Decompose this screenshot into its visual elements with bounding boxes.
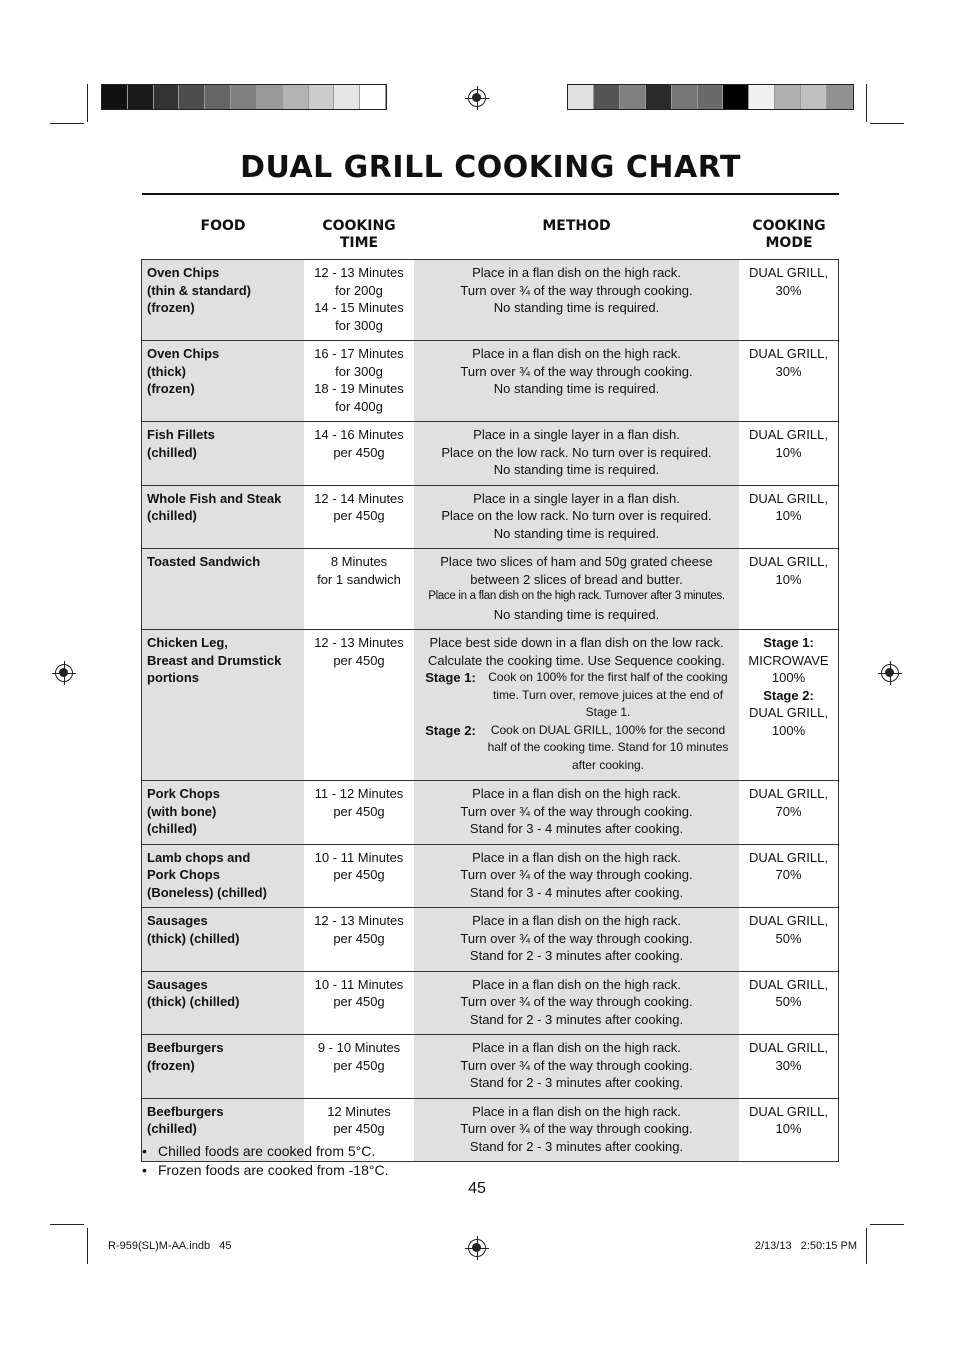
food-cell: Toasted Sandwich [147,554,261,569]
time-cell: 14 - 16 Minutes per 450g [314,427,404,460]
header-mode: COOKING MODE [752,218,826,251]
color-swatch [128,85,154,109]
method-cell-small: Place in a flan dish on the high rack. Turnover after 3 minutes. [428,590,725,602]
color-calibration-bar-right [567,84,854,110]
mode-cell: DUAL GRILL, 10% [749,554,828,587]
method-cell: Place in a flan dish on the high rack. Turn over ¾ of the way through cooking. Stand for 3 - 4 minutes after cooking. [460,786,693,836]
method-cell-end: No standing time is required. [493,606,660,622]
table-row [142,781,839,845]
method-cell: Place in a flan dish on the high rack. Turn over ¾ of the way through cooking. Stand for 2 - 3 minutes after cooking. [460,913,693,963]
registration-mark-icon [55,664,73,682]
header-time: COOKING TIME [322,218,396,251]
table-row [142,630,839,781]
food-cell: Sausages (thick) (chilled) [147,913,240,946]
method-cell: Place two slices of ham and 50g grated cheese between 2 slices of bread and butter. [440,554,713,587]
stage2-label: Stage 2: [425,722,476,738]
color-swatch [749,85,775,109]
mode-stage2-label: Stage 2: [763,687,814,703]
mode-cell: DUAL GRILL, 30% [749,346,828,379]
time-cell: 10 - 11 Minutes per 450g [314,976,404,1009]
time-cell: 8 Minutes for 1 sandwich [317,554,401,587]
food-cell: Fish Fillets (chilled) [147,427,215,460]
food-cell: Oven Chips (thick) (frozen) [147,346,220,396]
food-cell: Whole Fish and Steak (chilled) [147,490,282,523]
header-method: METHOD [542,218,611,234]
time-cell: 10 - 11 Minutes per 450g [314,849,404,882]
table-row [142,971,839,1035]
color-swatch [283,85,309,109]
color-swatch [594,85,620,109]
mode-stage1-label: Stage 1: [763,635,814,650]
method-cell: Place in a single layer in a flan dish. Place on the low rack. No turn over is required. No standing time is required. [441,427,712,477]
crop-mark [866,1228,867,1264]
crop-mark [866,84,867,122]
color-swatch [334,85,360,109]
table-row [142,341,839,422]
crop-mark [87,84,88,122]
color-swatch [102,85,128,109]
crop-mark [870,1224,904,1225]
color-swatch [154,85,180,109]
footer-timestamp: 2/13/13 2:50:15 PM [754,1240,857,1252]
food-cell: Beefburgers (chilled) [147,1103,224,1136]
table-row [142,1035,839,1099]
mode-cell: DUAL GRILL, 50% [749,913,828,946]
table-row [142,485,839,549]
mode-stage2: DUAL GRILL, 100% [749,705,828,738]
method-cell: Place in a flan dish on the high rack. Turn over ¾ of the way through cooking. Stand for 2 - 3 minutes after cooking. [460,1040,693,1090]
mode-cell: DUAL GRILL, 70% [749,786,828,819]
method-cell: Place in a single layer in a flan dish. Place on the low rack. No turn over is required. No standing time is required. [441,490,712,541]
crop-mark [870,123,904,124]
method-cell: Place in a flan dish on the high rack. Turn over ¾ of the way through cooking. Stand for 2 - 3 minutes after cooking. [460,976,693,1027]
cooking-chart-table [141,259,839,1162]
mode-stage1: MICROWAVE 100% [748,652,829,685]
time-cell: 11 - 12 Minutes per 450g [314,786,404,819]
footnotes [142,1142,388,1180]
method-cell: Place in a flan dish on the high rack. Turn over ¾ of the way through cooking. No standing time is required. [460,346,693,396]
time-cell: 12 - 13 Minutes for 200g 14 - 15 Minutes for 300g [314,265,404,333]
stage1-label: Stage 1: [425,670,476,685]
mode-cell: DUAL GRILL, 10% [749,427,828,460]
stage2-text: Cook on DUAL GRILL, 100% for the second half of the cooking time. Stand for 10 minutes after cooking. [487,722,729,772]
title-rule [142,193,839,195]
food-cell: Oven Chips (thin & standard) (frozen) [147,265,251,315]
mode-cell: DUAL GRILL, 10% [749,1103,828,1136]
color-swatch [723,85,749,109]
color-swatch [231,85,257,109]
table-header [142,218,839,256]
stage1-text: Cook on 100% for the first half of the cooking time. Turn over, remove juices at the end of Stage 1. [488,670,728,719]
color-swatch [698,85,724,109]
registration-mark-icon [468,89,486,107]
color-swatch [672,85,698,109]
mode-cell: DUAL GRILL, 30% [749,265,828,298]
footer-file-info: R-959(SL)M-AA.indb 45 [108,1240,232,1252]
time-cell: 9 - 10 Minutes per 450g [317,1040,401,1073]
color-swatch [801,85,827,109]
mode-cell: DUAL GRILL, 50% [749,976,828,1009]
food-cell: Beefburgers (frozen) [147,1040,224,1073]
page-title: DUAL GRILL COOKING CHART [240,150,741,185]
time-cell: 12 - 13 Minutes per 450g [314,913,404,946]
table-row [142,422,839,486]
time-cell: 16 - 17 Minutes for 300g 18 - 19 Minutes for 400g [314,346,404,414]
header-food: FOOD [200,218,246,234]
food-cell: Pork Chops (with bone) (chilled) [147,786,220,836]
table-row [142,549,839,630]
food-cell: Lamb chops and Pork Chops (Boneless) (chilled) [147,849,267,900]
table-row [142,260,839,341]
time-cell: 12 - 13 Minutes per 450g [314,635,404,668]
color-swatch [620,85,646,109]
color-calibration-bar-left [101,84,387,110]
color-swatch [205,85,231,109]
method-cell: Place in a flan dish on the high rack. Turn over ¾ of the way through cooking. Stand for 3 - 4 minutes after cooking. [460,849,693,900]
table-row [142,844,839,908]
time-cell: 12 - 14 Minutes per 450g [314,490,404,523]
method-intro: Place best side down in a flan dish on the low rack. Calculate the cooking time. Use Sequence cooking. [427,635,725,668]
registration-mark-icon [468,1239,486,1257]
color-swatch [360,85,386,109]
footnote-chilled: • Chilled foods are cooked from 5°C. [142,1142,388,1161]
color-swatch [827,85,853,109]
page-number: 45 [468,1180,486,1197]
color-swatch [568,85,594,109]
color-swatch [179,85,205,109]
color-swatch [646,85,672,109]
crop-mark [87,1228,88,1264]
table-row [142,908,839,972]
crop-mark [50,123,84,124]
color-swatch [309,85,335,109]
mode-cell: DUAL GRILL, 70% [749,849,828,882]
time-cell: 12 Minutes per 450g [327,1103,391,1136]
method-cell: Place in a flan dish on the high rack. Turn over ¾ of the way through cooking. No standing time is required. [460,265,693,315]
color-swatch [775,85,801,109]
footnote-frozen: • Frozen foods are cooked from -18°C. [142,1161,388,1180]
color-swatch [257,85,283,109]
method-cell: Place in a flan dish on the high rack. Turn over ¾ of the way through cooking. Stand for 2 - 3 minutes after cooking. [460,1103,693,1154]
registration-mark-icon [881,664,899,682]
mode-cell: DUAL GRILL, 30% [749,1040,828,1073]
crop-mark [50,1224,84,1225]
food-cell: Sausages (thick) (chilled) [147,976,240,1009]
mode-cell: DUAL GRILL, 10% [749,490,828,523]
food-cell: Chicken Leg, Breast and Drumstick portions [147,635,282,685]
